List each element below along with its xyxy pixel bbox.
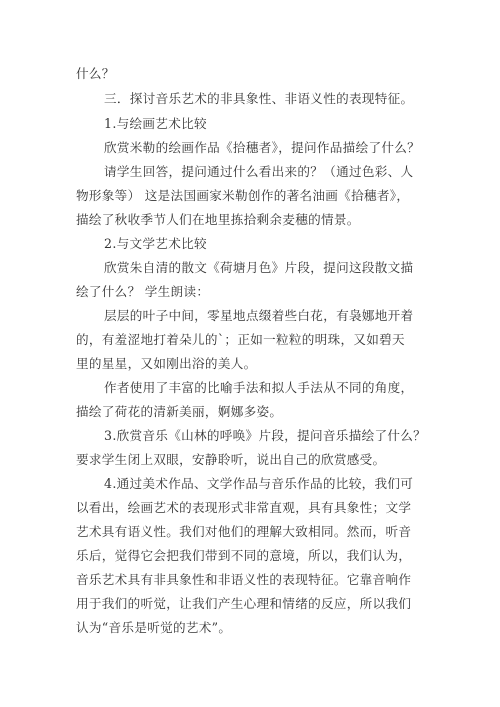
text-line: 描绘了荷花的清新美丽，婀娜多姿。 [76, 404, 283, 419]
subsection-heading: 1.与绘画艺术比较 [104, 116, 207, 131]
text-line: 要求学生闭上双眼，安静聆听，说出自己的欣赏感受。 [76, 452, 386, 467]
text-line: 欣赏米勒的绘画作品《拾穗者》，提问作品描绘了什么？ [104, 140, 421, 155]
subsection-heading: 2.与文学艺术比较 [104, 236, 207, 251]
text-line: 艺术具有语义性。我们对他们的理解大致相同。然而，听音 [76, 524, 412, 539]
text-line: 以看出，绘画艺术的表现形式非常直观，具有具象性；文学 [76, 500, 412, 515]
text-line: 4.通过美术作品、文学作品与音乐作品的比较，我们可 [104, 476, 414, 491]
quote-line: 里的星星，又如刚出浴的美人。 [76, 356, 257, 371]
section-heading: 三．探讨音乐艺术的非具象性、非语义性的表现特征。 [104, 91, 414, 106]
text-line: 音乐艺术具有非具象性和非语义性的表现特征。它靠音响作 [76, 572, 412, 587]
text-line: 用于我们的听觉，让我们产生心理和情绪的反应，所以我们 [76, 596, 412, 611]
quote-line: 的，有羞涩地打着朵儿的`；正如一粒粒的明珠，又如碧天 [76, 332, 405, 347]
text-line: 作者使用了丰富的比喻手法和拟人手法从不同的角度， [104, 380, 414, 395]
text-line: 认为“音乐是听觉的艺术”。 [76, 620, 232, 635]
text-line: 乐后，觉得它会把我们带到不同的意境，所以，我们认为， [76, 548, 412, 563]
text-line: 绘了什么？ 学生朗读： [76, 284, 210, 299]
text-line: 欣赏朱自清的散文《荷塘月色》片段，提问这段散文描 [104, 260, 414, 275]
text-line: 3.欣赏音乐《山林的呼唤》片段，提问音乐描绘了什么？ [104, 428, 427, 443]
quote-line: 层层的叶子中间，零星地点缀着些白花，有袅娜地开着 [104, 308, 414, 323]
text-line: 请学生回答，提问通过什么看出来的？（通过色彩、人 [104, 164, 414, 179]
text-line: 描绘了秋收季节人们在地里拣拾剩余麦穗的情景。 [76, 212, 360, 227]
text-line: 什么？ [76, 66, 115, 81]
text-line: 物形象等） 这是法国画家米勒创作的著名油画《拾穗者》， [76, 188, 410, 203]
